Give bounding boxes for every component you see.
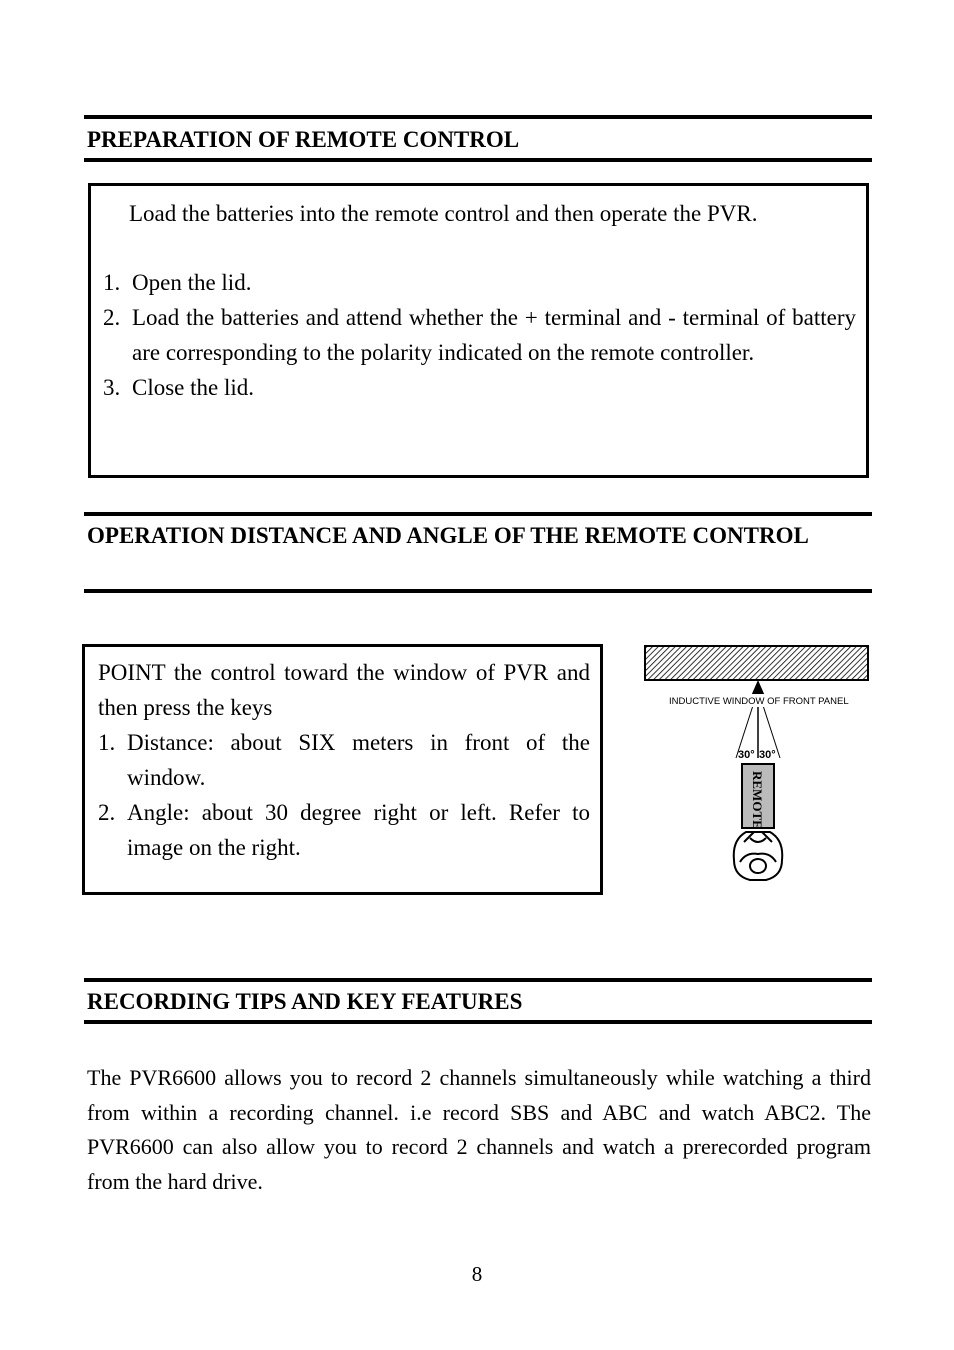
preparation-box	[88, 183, 869, 478]
section-rule-top	[84, 978, 872, 982]
front-panel-window	[645, 646, 868, 680]
angle-right-label: 30°	[759, 749, 776, 761]
remote-angle-diagram	[636, 640, 876, 905]
operation-steps	[98, 725, 590, 865]
step-number: 1.	[98, 730, 116, 755]
step-number: 2.	[98, 800, 116, 825]
section-rule-top	[84, 512, 872, 516]
arrow-head-icon	[751, 680, 765, 696]
step-number: 2.	[103, 305, 121, 330]
remote-label: REMOTE	[750, 771, 765, 829]
operation-box	[82, 644, 603, 895]
page-number: 8	[471, 1262, 483, 1286]
step-number: 3.	[103, 375, 121, 400]
panel-label: INDUCTIVE WINDOW OF FRONT PANEL	[669, 696, 849, 707]
step-number: 1.	[103, 270, 121, 295]
list-item	[103, 265, 856, 300]
step-text: Distance: about SIX meters in front of the window.	[127, 730, 590, 790]
preparation-intro: Load the batteries into the remote control and then operate the PVR.	[129, 201, 758, 226]
user-hand-icon	[734, 832, 783, 880]
step-text: Close the lid.	[132, 375, 255, 400]
preparation-heading: PREPARATION OF REMOTE CONTROL	[87, 127, 520, 152]
list-item	[103, 370, 856, 405]
list-item	[103, 300, 856, 370]
section-rule-bottom	[84, 158, 872, 162]
angle-left-label: 30°	[738, 749, 755, 761]
preparation-steps	[103, 265, 856, 405]
recording-heading: RECORDING TIPS AND KEY FEATURES	[87, 989, 523, 1014]
section-rule-bottom	[84, 1020, 872, 1024]
step-text: Angle: about 30 degree right or left. Refer to image on the right.	[127, 800, 590, 860]
step-text: Open the lid.	[132, 270, 252, 295]
step-text: Load the batteries and attend whether the + terminal and - terminal of battery are corresponding to the polarity indicated on the remote controller.	[132, 305, 856, 365]
operation-intro: POINT the control toward the window of PVR and then press the keys	[98, 660, 590, 720]
section-rule-top	[84, 115, 872, 119]
list-item	[98, 795, 590, 865]
recording-body: The PVR6600 allows you to record 2 channels simultaneously while watching a third from within a recording channel. i.e record SBS and ABC and watch ABC2. The PVR6600 can also allow you to record 2 channels and watch a prerecorded program from the hard drive.	[87, 1065, 871, 1194]
operation-heading: OPERATION DISTANCE AND ANGLE OF THE REMOTE CONTROL	[87, 523, 809, 548]
list-item	[98, 725, 590, 795]
section-rule-bottom	[84, 589, 872, 593]
